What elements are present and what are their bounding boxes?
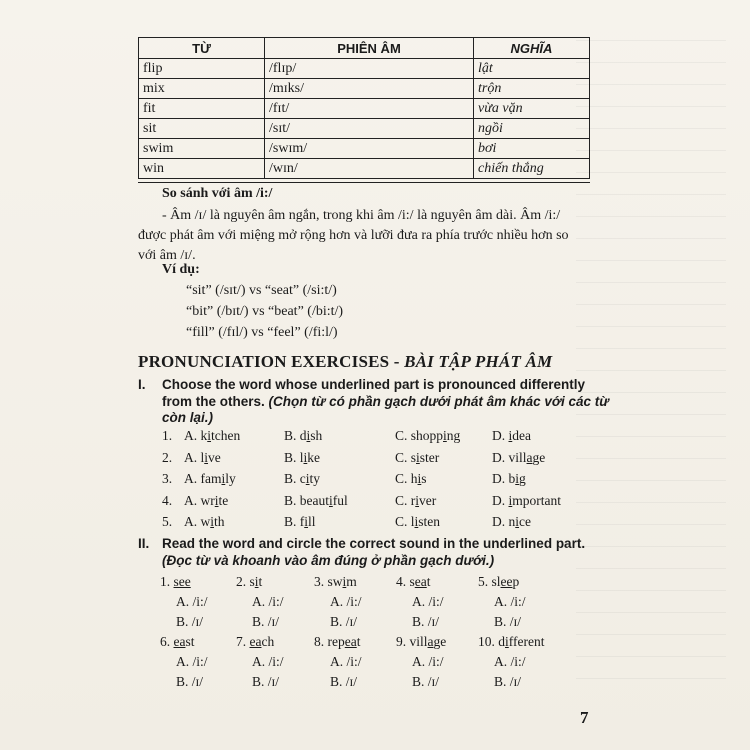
sound-option-a[interactable]: A. /i:/ xyxy=(176,654,208,669)
answer-option[interactable]: D. nice xyxy=(492,514,531,529)
question-number: 3. xyxy=(162,471,173,486)
sound-word: 2. sit xyxy=(236,574,263,589)
part1-instruction-2-vi: (Chọn từ có phần gạch dưới phát âm khác với các từ xyxy=(268,394,609,409)
sound-word: 10. different xyxy=(478,634,545,649)
example-2: “bit” (/bɪt/) vs “beat” (/bi:t/) xyxy=(186,304,344,319)
part1-instruction-3: còn lại.) xyxy=(162,410,214,425)
sound-option-b[interactable]: B. /ɪ/ xyxy=(412,674,440,689)
table-header-row xyxy=(139,38,590,59)
table-row xyxy=(139,139,590,159)
vocabulary-table xyxy=(138,37,590,179)
sound-option-a[interactable]: A. /i:/ xyxy=(412,654,444,669)
question-number: 4. xyxy=(162,492,173,508)
table-row xyxy=(139,59,590,79)
sound-option-a[interactable]: A. /i:/ xyxy=(412,594,444,609)
part1-instruction-2 xyxy=(162,394,609,409)
word-cell: swim xyxy=(139,139,265,159)
answer-option[interactable]: C. his xyxy=(395,471,427,486)
table-bottom-rule xyxy=(138,182,590,183)
part2-instruction-1: Read the word and circle the correct sound in the underlined part. xyxy=(162,536,586,551)
sound-option-a[interactable]: A. /i:/ xyxy=(494,654,526,669)
compare-line-3: với âm /ɪ/. xyxy=(138,248,196,263)
answer-option[interactable]: A. with xyxy=(184,514,225,529)
answer-option[interactable]: D. idea xyxy=(492,428,531,443)
sound-option-a[interactable]: A. /i:/ xyxy=(252,654,284,669)
section-title-vi: BÀI TẬP PHÁT ÂM xyxy=(404,352,553,371)
answer-option[interactable]: C. shopping xyxy=(395,428,461,443)
sound-option-b[interactable]: B. /ɪ/ xyxy=(330,674,358,689)
table-row xyxy=(139,79,590,99)
sound-option-a[interactable]: A. /i:/ xyxy=(252,594,284,609)
sound-word: 6. east xyxy=(160,634,195,649)
sound-option-b[interactable]: B. /ɪ/ xyxy=(494,614,522,629)
meaning-cell: chiến thắng xyxy=(474,159,590,179)
sound-option-b[interactable]: B. /ɪ/ xyxy=(176,674,204,689)
sound-option-b[interactable]: B. /ɪ/ xyxy=(176,614,204,629)
ipa-cell: /swɪm/ xyxy=(265,139,474,159)
sound-option-b[interactable]: B. /ɪ/ xyxy=(494,674,522,689)
answer-option[interactable]: B. dish xyxy=(284,428,323,443)
word-cell: sit xyxy=(139,119,265,139)
word-cell: win xyxy=(139,159,265,179)
sound-option-b[interactable]: B. /ɪ/ xyxy=(412,614,440,629)
meaning-cell: bơi xyxy=(474,139,590,159)
ipa-cell: /fɪt/ xyxy=(265,99,474,119)
compare-line-2: được phát âm với miệng mở rộng hơn và lưỡi đưa ra phía trước nhiều hơn so xyxy=(138,228,569,243)
part1-instruction-2-en: from the others. xyxy=(162,394,269,409)
answer-option[interactable]: A. live xyxy=(184,449,221,465)
table-row xyxy=(139,99,590,119)
sound-word: 5. sleep xyxy=(478,574,520,589)
answer-option[interactable]: C. listen xyxy=(395,514,441,529)
meaning-cell: lật xyxy=(474,59,590,79)
part1-instruction-1: Choose the word whose underlined part is pronounced differently xyxy=(162,377,586,392)
answer-option[interactable]: B. fill xyxy=(284,514,316,529)
sound-word: 1. see xyxy=(160,574,191,589)
example-3: “fill” (/fɪl/) vs “feel” (/fi:l/) xyxy=(186,325,338,340)
answer-option[interactable]: A. kitchen xyxy=(184,428,241,443)
sound-word: 3. swim xyxy=(314,574,357,589)
part1-number: I. xyxy=(138,377,146,392)
answer-option[interactable]: C. sister xyxy=(395,449,440,465)
compare-line-1: - Âm /ɪ/ là nguyên âm ngắn, trong khi âm /i:/ là nguyên âm dài. Âm /i:/ xyxy=(162,208,561,223)
table-row xyxy=(139,119,590,139)
question-number: 2. xyxy=(162,449,173,465)
word-cell: fit xyxy=(139,99,265,119)
answer-option[interactable]: A. family xyxy=(184,471,236,486)
sound-word: 8. repeat xyxy=(314,634,361,649)
example-1: “sit” (/sɪt/) vs “seat” (/si:t/) xyxy=(186,283,337,298)
answer-option[interactable]: D. village xyxy=(492,449,546,465)
part2-instruction-2: (Đọc từ và khoanh vào âm đúng ở phần gạch dưới.) xyxy=(162,553,495,568)
section-title xyxy=(138,352,552,372)
answer-option[interactable]: C. river xyxy=(395,492,437,508)
sound-option-a[interactable]: A. /i:/ xyxy=(330,654,362,669)
question-number: 1. xyxy=(162,428,173,443)
ipa-cell: /wɪn/ xyxy=(265,159,474,179)
sound-option-a[interactable]: A. /i:/ xyxy=(330,594,362,609)
header-meaning: NGHĨA xyxy=(474,38,590,59)
meaning-cell: trộn xyxy=(474,79,590,99)
section-title-en: PRONUNCIATION EXERCISES - xyxy=(138,352,405,371)
sound-word: 9. village xyxy=(396,634,447,649)
sound-word: 4. seat xyxy=(396,574,431,589)
word-cell: flip xyxy=(139,59,265,79)
answer-option[interactable]: D. important xyxy=(492,492,562,508)
word-cell: mix xyxy=(139,79,265,99)
meaning-cell: ngồi xyxy=(474,119,590,139)
table-row xyxy=(139,159,590,179)
compare-heading: So sánh với âm /i:/ xyxy=(162,186,273,201)
question-number: 5. xyxy=(162,514,173,529)
sound-option-a[interactable]: A. /i:/ xyxy=(494,594,526,609)
answer-option[interactable]: B. city xyxy=(284,471,321,486)
meaning-cell: vừa vặn xyxy=(474,99,590,119)
header-word: TỪ xyxy=(139,38,265,59)
sound-option-a[interactable]: A. /i:/ xyxy=(176,594,208,609)
sound-option-b[interactable]: B. /ɪ/ xyxy=(330,614,358,629)
sound-word: 7. each xyxy=(236,634,275,649)
ipa-cell: /sɪt/ xyxy=(265,119,474,139)
part2-number: II. xyxy=(138,536,150,551)
ipa-cell: /flɪp/ xyxy=(265,59,474,79)
header-pronunciation: PHIÊN ÂM xyxy=(265,38,474,59)
answer-option[interactable]: D. big xyxy=(492,471,526,486)
ipa-cell: /mɪks/ xyxy=(265,79,474,99)
sound-option-b[interactable]: B. /ɪ/ xyxy=(252,674,280,689)
bleed-through-text xyxy=(576,40,726,680)
page-number: 7 xyxy=(580,708,589,727)
example-heading: Ví dụ: xyxy=(162,262,200,277)
sound-option-b[interactable]: B. /ɪ/ xyxy=(252,614,280,629)
answer-option[interactable]: B. beautiful xyxy=(284,492,348,508)
answer-option[interactable]: A. write xyxy=(184,492,229,508)
answer-option[interactable]: B. like xyxy=(284,449,321,465)
